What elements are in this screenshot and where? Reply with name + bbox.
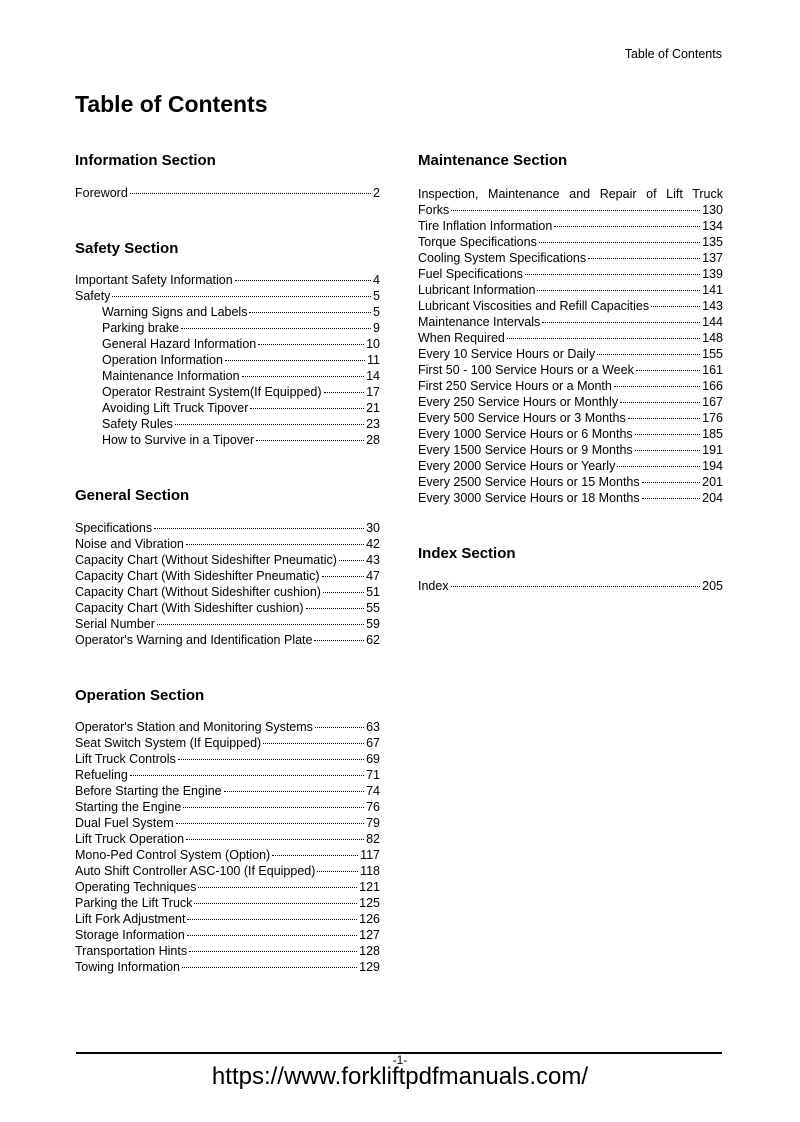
toc-entry-page: 166 <box>702 379 723 393</box>
toc-entry-title: First 50 - 100 Service Hours or a Week <box>418 363 634 377</box>
toc-entry-page: 127 <box>359 928 380 942</box>
dot-leader <box>525 274 700 275</box>
section-heading: Index Section <box>418 545 516 562</box>
toc-entry-page: 67 <box>366 736 380 750</box>
dot-leader <box>130 775 364 776</box>
dot-leader <box>263 743 364 744</box>
toc-entry-title: Forks <box>418 203 450 217</box>
toc-entry-title: Every 1000 Service Hours or 6 Months <box>418 427 633 441</box>
toc-entry-title: Capacity Chart (With Sideshifter Pneumatic) <box>75 569 320 583</box>
toc-entry-title: Every 3000 Service Hours or 18 Months <box>418 491 640 505</box>
toc-entry-title: Lift Truck Operation <box>75 832 185 846</box>
dot-leader <box>554 226 700 227</box>
toc-entry-page: 23 <box>366 417 380 431</box>
toc-section-general <box>75 485 380 648</box>
dot-leader <box>651 306 700 307</box>
toc-entry-title: Transportation Hints <box>75 944 188 958</box>
toc-entry[interactable] <box>75 799 380 815</box>
toc-entry[interactable] <box>75 879 380 895</box>
toc-entry-page: 205 <box>702 579 723 593</box>
toc-entry-title: Important Safety Information <box>75 273 233 287</box>
dot-leader <box>597 354 700 355</box>
toc-entry[interactable] <box>418 202 723 218</box>
toc-entry-title: Every 2500 Service Hours or 15 Months <box>418 475 640 489</box>
dot-leader <box>614 386 700 387</box>
toc-subentry[interactable] <box>75 400 380 416</box>
toc-entry[interactable] <box>418 490 723 506</box>
toc-entry-page: 155 <box>702 347 723 361</box>
toc-subentry[interactable] <box>75 416 380 432</box>
toc-section-maintenance <box>418 150 723 506</box>
toc-entry-title: Operator's Warning and Identification Plate <box>75 633 313 647</box>
toc-entry-title: Parking the Lift Truck <box>75 896 193 910</box>
dot-leader <box>249 312 371 313</box>
toc-left-column <box>75 150 380 975</box>
toc-list <box>418 202 723 506</box>
toc-entry-title: Starting the Engine <box>75 800 182 814</box>
toc-entry-page: 194 <box>702 459 723 473</box>
section-heading: Maintenance Section <box>418 152 568 169</box>
toc-entry-page: 11 <box>367 353 380 367</box>
toc-entry-title: Tire Inflation Information <box>418 219 553 233</box>
toc-entry-page: 117 <box>360 848 380 862</box>
toc-entry-page: 4 <box>373 273 380 287</box>
toc-entry-page: 139 <box>702 267 723 281</box>
toc-entry[interactable] <box>418 458 723 474</box>
toc-entry[interactable] <box>418 474 723 490</box>
toc-entry-page: 74 <box>366 784 380 798</box>
toc-entry-title: Storage Information <box>75 928 185 942</box>
toc-entry-title: Operation Information <box>102 353 223 367</box>
toc-entry[interactable] <box>75 600 380 616</box>
toc-subentry[interactable] <box>75 352 380 368</box>
toc-entry-page: 47 <box>366 569 380 583</box>
toc-entry-title: Lubricant Viscosities and Refill Capacities <box>418 299 650 313</box>
toc-entry[interactable] <box>75 959 380 975</box>
dot-leader <box>451 586 701 587</box>
toc-entry-title: Warning Signs and Labels <box>102 305 248 319</box>
toc-entry[interactable] <box>75 831 380 847</box>
toc-entry-page: 14 <box>366 369 380 383</box>
dot-leader <box>187 935 357 936</box>
toc-entry[interactable] <box>418 362 723 378</box>
toc-entry-title: Maintenance Information <box>102 369 240 383</box>
dot-leader <box>322 576 365 577</box>
dot-leader <box>635 450 700 451</box>
footer-url-link[interactable]: https://www.forkliftpdfmanuals.com/ <box>211 1063 589 1090</box>
dot-leader <box>315 727 364 728</box>
toc-entry-page: 9 <box>373 321 380 335</box>
section-heading: Operation Section <box>75 687 205 704</box>
toc-entry[interactable] <box>75 895 380 911</box>
toc-entry-page: 21 <box>366 401 380 415</box>
toc-entry-title: Operator's Station and Monitoring Systems <box>75 720 313 734</box>
dot-leader <box>588 258 700 259</box>
toc-entry-page: 2 <box>373 186 380 200</box>
toc-entry-title: Every 2000 Service Hours or Yearly <box>418 459 616 473</box>
toc-entry-page: 191 <box>702 443 723 457</box>
toc-entry-page: 121 <box>359 880 380 894</box>
toc-entry-page: 126 <box>359 912 380 926</box>
dot-leader <box>186 839 364 840</box>
toc-entry-page: 125 <box>359 896 380 910</box>
toc-entry-title: Lift Fork Adjustment <box>75 912 186 926</box>
toc-entry[interactable] <box>418 410 723 426</box>
toc-entry[interactable] <box>418 266 723 282</box>
toc-entry[interactable] <box>75 568 380 584</box>
toc-entry-page: 130 <box>702 203 723 217</box>
toc-entry-page: 176 <box>702 411 723 425</box>
toc-entry[interactable] <box>75 584 380 600</box>
toc-section-information <box>75 150 380 201</box>
toc-entry-page: 43 <box>366 553 380 567</box>
dot-leader <box>182 967 357 968</box>
toc-entry-page: 82 <box>366 832 380 846</box>
toc-entry-title: Maintenance Intervals <box>418 315 541 329</box>
toc-entry-title: Refueling <box>75 768 128 782</box>
toc-entry[interactable] <box>418 442 723 458</box>
toc-entry[interactable] <box>75 288 380 304</box>
toc-entry-page: 144 <box>702 315 723 329</box>
toc-entry[interactable] <box>418 314 723 330</box>
dot-leader <box>507 338 700 339</box>
toc-entry[interactable] <box>75 927 380 943</box>
toc-subentry[interactable] <box>75 336 380 352</box>
toc-entry[interactable] <box>75 719 380 735</box>
toc-entry-title: Noise and Vibration <box>75 537 184 551</box>
toc-entry-page: 10 <box>366 337 380 351</box>
toc-entry-page: 201 <box>702 475 723 489</box>
toc-subentry[interactable] <box>75 368 380 384</box>
dot-leader <box>198 887 357 888</box>
toc-entry[interactable] <box>75 863 380 879</box>
toc-entry-page: 69 <box>366 752 380 766</box>
toc-list <box>75 719 380 975</box>
dot-leader <box>324 392 365 393</box>
toc-entry-title: Every 500 Service Hours or 3 Months <box>418 411 626 425</box>
toc-entry-title: Avoiding Lift Truck Tipover <box>102 401 249 415</box>
toc-entry-page: 143 <box>702 299 723 313</box>
toc-entry-page: 5 <box>373 305 380 319</box>
toc-entry[interactable] <box>418 346 723 362</box>
toc-entry-page: 148 <box>702 331 723 345</box>
toc-entry-page: 137 <box>702 251 723 265</box>
toc-entry[interactable] <box>418 234 723 250</box>
toc-entry-page: 129 <box>359 960 380 974</box>
toc-entry-title: General Hazard Information <box>102 337 257 351</box>
toc-entry-title: Cooling System Specifications <box>418 251 587 265</box>
dot-leader <box>317 871 358 872</box>
dot-leader <box>154 528 364 529</box>
toc-entry-title: First 250 Service Hours or a Month <box>418 379 612 393</box>
toc-section-index <box>418 543 723 594</box>
toc-entry-title: Before Starting the Engine <box>75 784 222 798</box>
toc-entry-title: Towing Information <box>75 960 180 974</box>
running-header: Table of Contents <box>624 47 722 61</box>
dot-leader <box>112 296 371 297</box>
toc-entry-page: 17 <box>366 385 380 399</box>
toc-entry-page: 167 <box>702 395 723 409</box>
dot-leader <box>194 903 357 904</box>
toc-entry-title: Every 250 Service Hours or Monthly <box>418 395 619 409</box>
section-heading: Safety Section <box>75 240 179 257</box>
dot-leader <box>636 370 700 371</box>
toc-list <box>418 578 723 594</box>
toc-entry-page: 135 <box>702 235 723 249</box>
dot-leader <box>157 624 364 625</box>
page-number: -1- <box>392 1053 408 1067</box>
dot-leader <box>224 791 364 792</box>
toc-entry[interactable] <box>75 783 380 799</box>
dot-leader <box>187 919 357 920</box>
dot-leader <box>617 466 700 467</box>
toc-entry[interactable] <box>418 282 723 298</box>
toc-subentry[interactable] <box>75 304 380 320</box>
toc-entry-page: 62 <box>366 633 380 647</box>
toc-entry-title: Torque Specifications <box>418 235 537 249</box>
dot-leader <box>539 242 700 243</box>
toc-entry-page: 42 <box>366 537 380 551</box>
toc-entry[interactable] <box>75 536 380 552</box>
toc-entry-page: 204 <box>702 491 723 505</box>
toc-subentry[interactable] <box>75 384 380 400</box>
toc-entry[interactable] <box>75 767 380 783</box>
toc-list <box>75 272 380 448</box>
toc-entry[interactable] <box>418 330 723 346</box>
toc-entry[interactable] <box>75 616 380 632</box>
toc-list <box>75 520 380 648</box>
toc-entry-title: Auto Shift Controller ASC-100 (If Equipped) <box>75 864 316 878</box>
toc-entry-title: Capacity Chart (Without Sideshifter Pneumatic) <box>75 553 337 567</box>
toc-entry-page: 118 <box>360 864 380 878</box>
toc-entry[interactable] <box>75 911 380 927</box>
toc-entry-first-line[interactable]: Inspection, Maintenance and Repair of Lift Truck <box>418 187 723 201</box>
dot-leader <box>186 544 364 545</box>
dot-leader <box>272 855 358 856</box>
dot-leader <box>130 193 371 194</box>
toc-entry-page: 134 <box>702 219 723 233</box>
toc-entry[interactable] <box>75 272 380 288</box>
toc-entry[interactable] <box>418 378 723 394</box>
toc-entry-title: Capacity Chart (Without Sideshifter cushion) <box>75 585 321 599</box>
toc-entry[interactable] <box>418 298 723 314</box>
toc-entry[interactable] <box>75 847 380 863</box>
dot-leader <box>181 328 371 329</box>
toc-entry-title: Specifications <box>75 521 153 535</box>
dot-leader <box>256 440 364 441</box>
dot-leader <box>628 418 700 419</box>
toc-entry-title: Lubricant Information <box>418 283 536 297</box>
toc-subentry[interactable] <box>75 320 380 336</box>
toc-entry[interactable] <box>75 735 380 751</box>
toc-entry-title: Index <box>418 579 449 593</box>
dot-leader <box>339 560 364 561</box>
toc-entry-title: How to Survive in a Tipover <box>102 433 255 447</box>
toc-entry-title: Lift Truck Controls <box>75 752 176 766</box>
toc-entry-page: 30 <box>366 521 380 535</box>
toc-entry-page: 51 <box>366 585 380 599</box>
section-heading: General Section <box>75 487 190 504</box>
toc-entry-page: 141 <box>702 283 723 297</box>
toc-entry[interactable] <box>418 394 723 410</box>
dot-leader <box>189 951 357 952</box>
dot-leader <box>242 376 365 377</box>
dot-leader <box>642 498 701 499</box>
toc-entry[interactable] <box>75 943 380 959</box>
toc-entry-title: When Required <box>418 331 505 345</box>
toc-entry[interactable] <box>418 218 723 234</box>
dot-leader <box>306 608 365 609</box>
toc-entry-title: Every 10 Service Hours or Daily <box>418 347 596 361</box>
toc-right-column <box>418 150 723 594</box>
dot-leader <box>176 823 364 824</box>
toc-entry[interactable] <box>75 185 380 201</box>
dot-leader <box>542 322 700 323</box>
toc-entry-page: 55 <box>366 601 380 615</box>
dot-leader <box>183 807 364 808</box>
toc-entry-title: Fuel Specifications <box>418 267 523 281</box>
toc-entry-page: 161 <box>702 363 723 377</box>
toc-entry-page: 76 <box>366 800 380 814</box>
toc-section-operation <box>75 685 380 975</box>
dot-leader <box>225 360 365 361</box>
toc-entry-page: 28 <box>366 433 380 447</box>
toc-entry-title: Mono-Ped Control System (Option) <box>75 848 271 862</box>
toc-entry-title: Capacity Chart (With Sideshifter cushion) <box>75 601 304 615</box>
toc-entry-title: Dual Fuel System <box>75 816 174 830</box>
toc-entry-page: 5 <box>373 289 380 303</box>
toc-entry-page: 185 <box>702 427 723 441</box>
toc-entry-title: Operator Restraint System(If Equipped) <box>102 385 322 399</box>
toc-entry-title: Safety Rules <box>102 417 173 431</box>
dot-leader <box>635 434 700 435</box>
dot-leader <box>323 592 364 593</box>
dot-leader <box>451 210 700 211</box>
dot-leader <box>235 280 371 281</box>
dot-leader <box>178 759 364 760</box>
toc-entry-page: 71 <box>366 768 380 782</box>
toc-entry-title: Serial Number <box>75 617 155 631</box>
toc-entry[interactable] <box>75 520 380 536</box>
toc-list <box>75 185 380 201</box>
toc-entry-title: Safety <box>75 289 111 303</box>
toc-entry[interactable] <box>418 250 723 266</box>
dot-leader <box>250 408 364 409</box>
section-heading: Information Section <box>75 152 216 169</box>
dot-leader <box>642 482 701 483</box>
toc-entry-title: Foreword <box>75 186 128 200</box>
toc-entry-page: 59 <box>366 617 380 631</box>
toc-entry-page: 63 <box>366 720 380 734</box>
toc-entry-title: Parking brake <box>102 321 180 335</box>
toc-subentry[interactable] <box>75 432 380 448</box>
toc-entry[interactable] <box>75 751 380 767</box>
page-title: Table of Contents <box>75 91 268 117</box>
toc-section-safety <box>75 238 380 448</box>
toc-entry[interactable] <box>75 632 380 648</box>
dot-leader <box>314 640 364 641</box>
toc-entry-title: Operating Techniques <box>75 880 197 894</box>
dot-leader <box>537 290 700 291</box>
dot-leader <box>175 424 364 425</box>
toc-entry-title: Seat Switch System (If Equipped) <box>75 736 262 750</box>
toc-entry[interactable] <box>75 552 380 568</box>
dot-leader <box>258 344 364 345</box>
toc-entry-page: 79 <box>366 816 380 830</box>
toc-entry-page: 128 <box>359 944 380 958</box>
dot-leader <box>620 402 700 403</box>
toc-entry[interactable] <box>418 578 723 594</box>
toc-entry-title: Every 1500 Service Hours or 9 Months <box>418 443 633 457</box>
toc-entry[interactable] <box>75 815 380 831</box>
toc-entry[interactable] <box>418 426 723 442</box>
